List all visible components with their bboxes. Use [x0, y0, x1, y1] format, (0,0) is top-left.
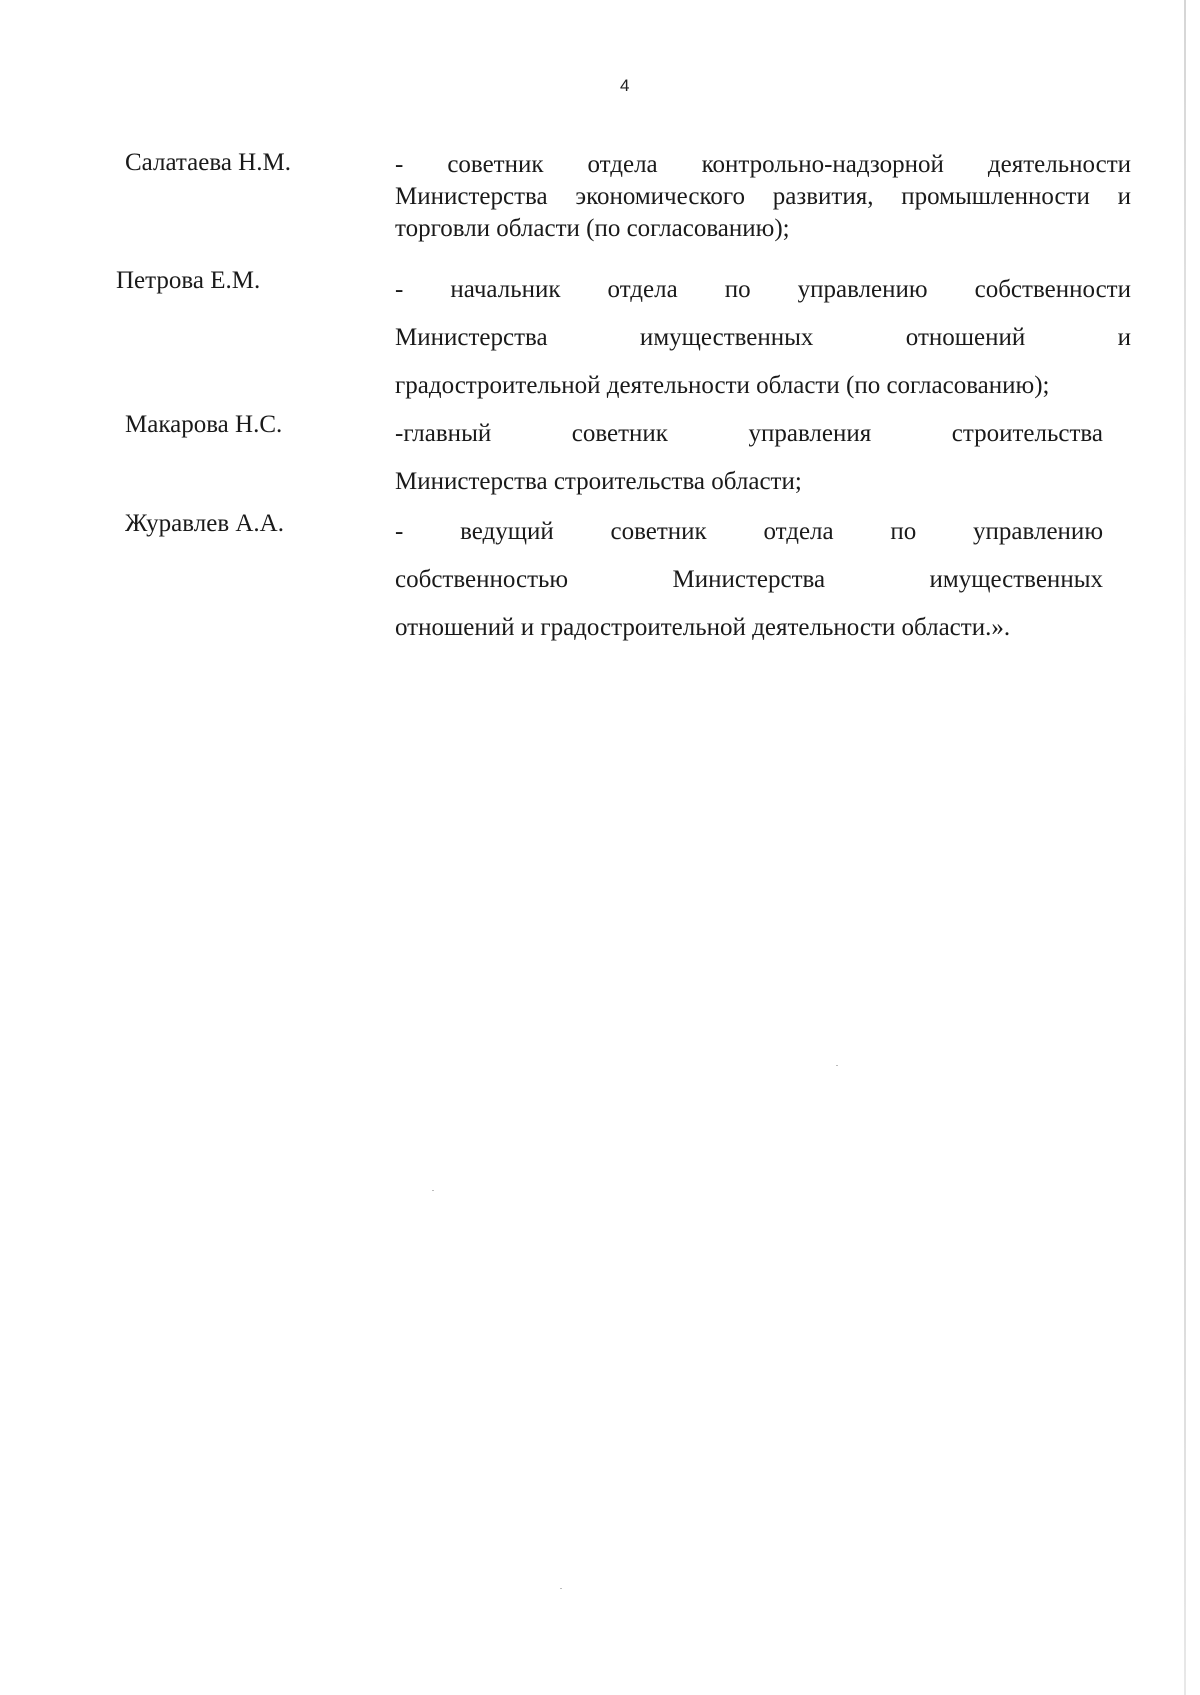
role-line: отношений и градостроительной деятельности области.». [395, 614, 1011, 641]
member-name: Салатаева Н.М. [125, 149, 291, 176]
role-line: - ведущий советник отдела по управлению [395, 518, 1103, 545]
page-edge [1184, 0, 1186, 1695]
role-line: собственностью Министерства имущественных [395, 566, 1103, 593]
role-line: градостроительной деятельности области (по согласованию); [395, 372, 1050, 399]
role-line: Министерства строительства области; [395, 468, 802, 495]
member-role [395, 508, 1103, 652]
page-number: 4 [620, 76, 630, 95]
member-name: Петрова Е.М. [116, 267, 261, 294]
scan-speck [836, 1065, 838, 1066]
role-line: - советник отдела контрольно-надзорной деятельности [395, 151, 1131, 178]
scan-speck [560, 1588, 562, 1589]
role-line: - начальник отдела по управлению собственности [395, 276, 1131, 303]
role-line: Министерства экономического развития, промышленности и [395, 183, 1131, 210]
member-role [395, 410, 1103, 506]
member-role [395, 149, 1131, 245]
member-name: Макарова Н.С. [125, 411, 283, 438]
role-line: торговли области (по согласованию); [395, 215, 790, 242]
role-line: Министерства имущественных отношений и [395, 324, 1131, 351]
member-name: Журавлев А.А. [125, 510, 284, 537]
role-line: -главный советник управления строительства [395, 420, 1103, 447]
member-role [395, 266, 1131, 410]
scan-speck [432, 1190, 434, 1191]
